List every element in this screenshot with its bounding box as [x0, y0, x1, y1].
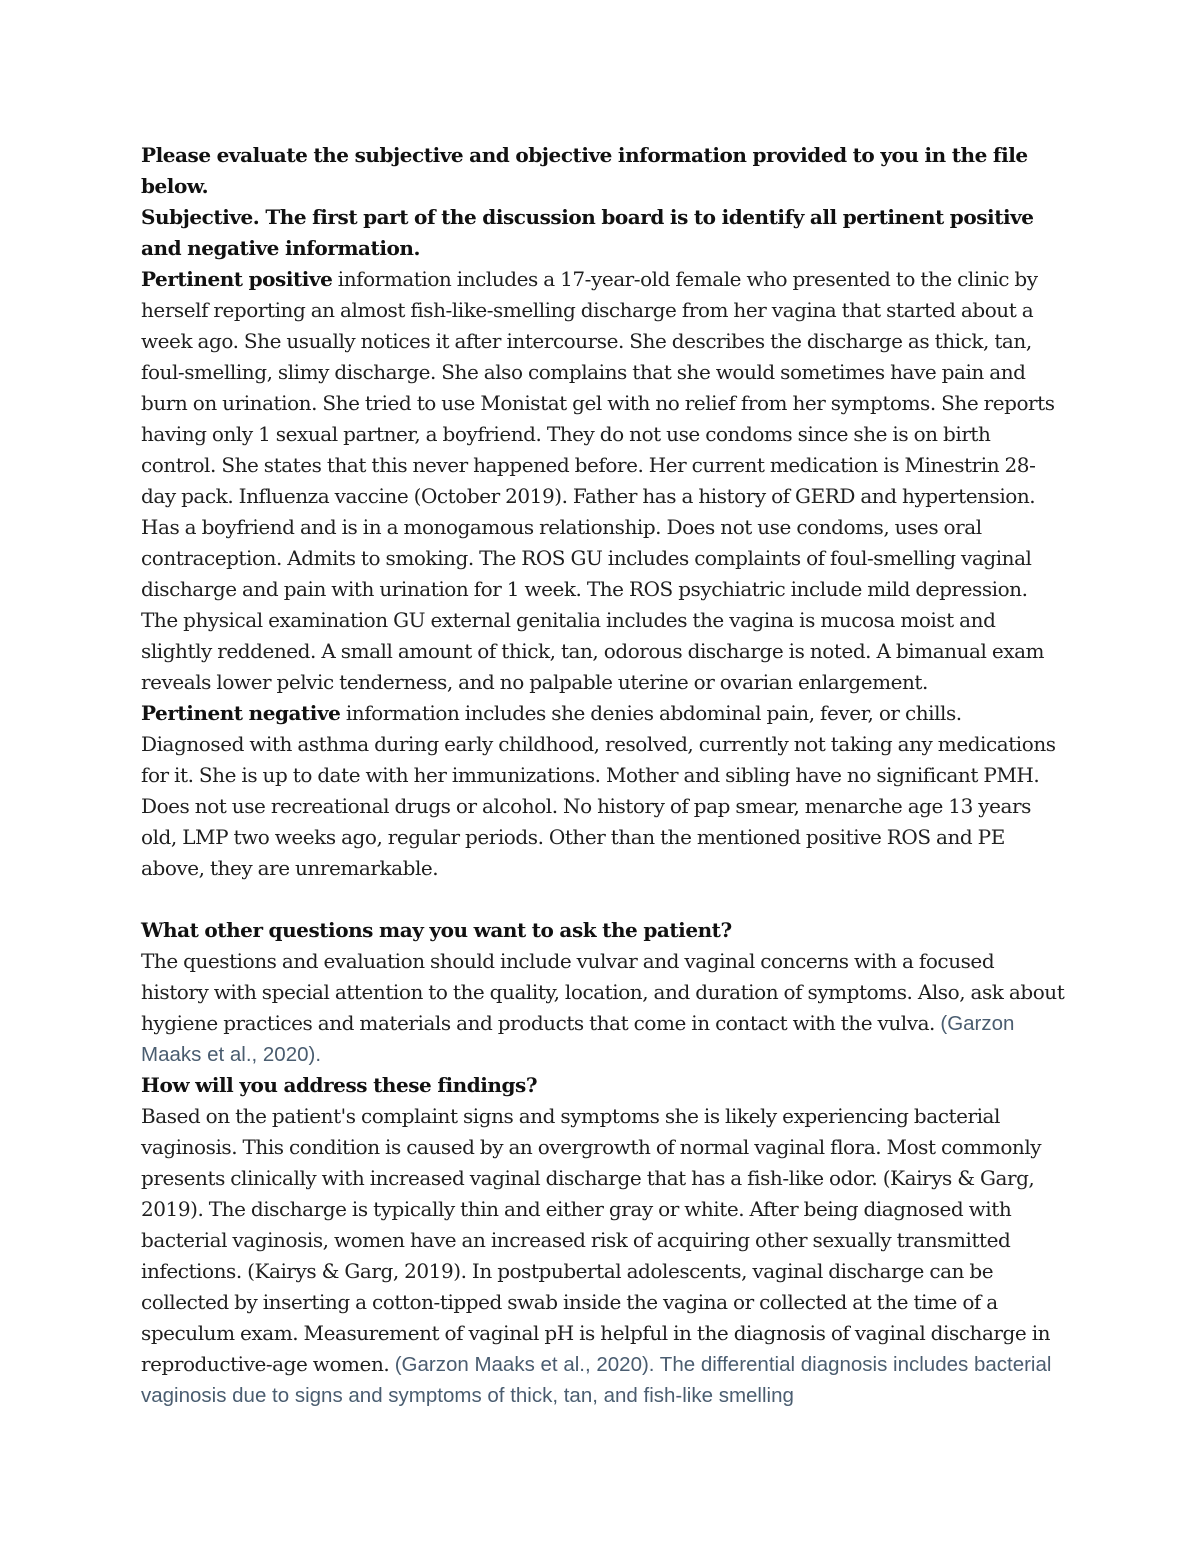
findings-heading-text: How will you address these findings?	[141, 1073, 538, 1097]
questions-paragraph	[141, 946, 1066, 1070]
findings-paragraph	[141, 1101, 1066, 1411]
intro-line-2: Subjective. The first part of the discussion board is to identify all pertinent positive and negative information.	[141, 205, 1034, 260]
questions-text: The questions and evaluation should include vulvar and vaginal concerns with a focused history with special attention to the quality, location, and duration of symptoms. Also, ask about hygiene practices and materials and products that come in contact with the vulva.	[141, 949, 1065, 1035]
pertinent-negative-paragraph	[141, 698, 1066, 884]
pertinent-negative-label: Pertinent negative	[141, 701, 341, 725]
findings-citation: (Garzon Maaks et al., 2020). The differential diagnosis includes bacterial vaginosis due to signs and symptoms of thick, tan, and fish-like smelling	[141, 1353, 1052, 1407]
paragraph-gap	[141, 884, 1066, 915]
pertinent-negative-text: information includes she denies abdominal pain, fever, or chills. Diagnosed with asthma during early childhood, resolved, currently not taking any medications for it. She is up to date with her immunizations. Mother and sibling have no significant PMH. Does not use recreational drugs or alcohol. No history of pap smear, menarche age 13 years old, LMP two weeks ago, regular periods. Other than the mentioned positive ROS and PE above, they are unremarkable.	[141, 701, 1056, 880]
pertinent-positive-paragraph	[141, 264, 1066, 698]
intro-line-1: Please evaluate the subjective and objective information provided to you in the file below.	[141, 143, 1028, 198]
questions-heading-text: What other questions may you want to ask the patient?	[141, 918, 732, 942]
intro-paragraph	[141, 140, 1066, 264]
pertinent-positive-label: Pertinent positive	[141, 267, 333, 291]
questions-citation: (Garzon Maaks et al., 2020).	[141, 1012, 1015, 1066]
findings-heading	[141, 1070, 1066, 1101]
findings-text: Based on the patient's complaint signs and symptoms she is likely experiencing bacterial vaginosis. This condition is caused by an overgrowth of normal vaginal flora. Most commonly presents clinically with increased vaginal discharge that has a fish-like odor. (Kairys & Garg, 2019). The discharge is typically thin and either gray or white. After being diagnosed with bacterial vaginosis, women have an increased risk of acquiring other sexually transmitted infections. (Kairys & Garg, 2019). In postpubertal adolescents, vaginal discharge can be collected by inserting a cotton-tipped swab inside the vagina or collected at the time of a speculum exam. Measurement of vaginal pH is helpful in the diagnosis of vaginal discharge in reproductive-age women.	[141, 1104, 1051, 1376]
questions-heading	[141, 915, 1066, 946]
document-page	[141, 140, 1066, 1411]
pertinent-positive-text: information includes a 17-year-old female who presented to the clinic by herself reporting an almost fish-like-smelling discharge from her vagina that started about a week ago. She usually notices it after intercourse. She describes the discharge as thick, tan, foul-smelling, slimy discharge. She also complains that she would sometimes have pain and burn on urination. She tried to use Monistat gel with no relief from her symptoms. She reports having only 1 sexual partner, a boyfriend. They do not use condoms since she is on birth control. She states that this never happened before. Her current medication is Minestrin 28-day pack. Influenza vaccine (October 2019). Father has a history of GERD and hypertension. Has a boyfriend and is in a monogamous relationship. Does not use condoms, uses oral contraception. Admits to smoking. The ROS GU includes complaints of foul-smelling vaginal discharge and pain with urination for 1 week. The ROS psychiatric include mild depression. The physical examination GU external genitalia includes the vagina is mucosa moist and slightly reddened. A small amount of thick, tan, odorous discharge is noted. A bimanual exam reveals lower pelvic tenderness, and no palpable uterine or ovarian enlargement.	[141, 267, 1055, 694]
